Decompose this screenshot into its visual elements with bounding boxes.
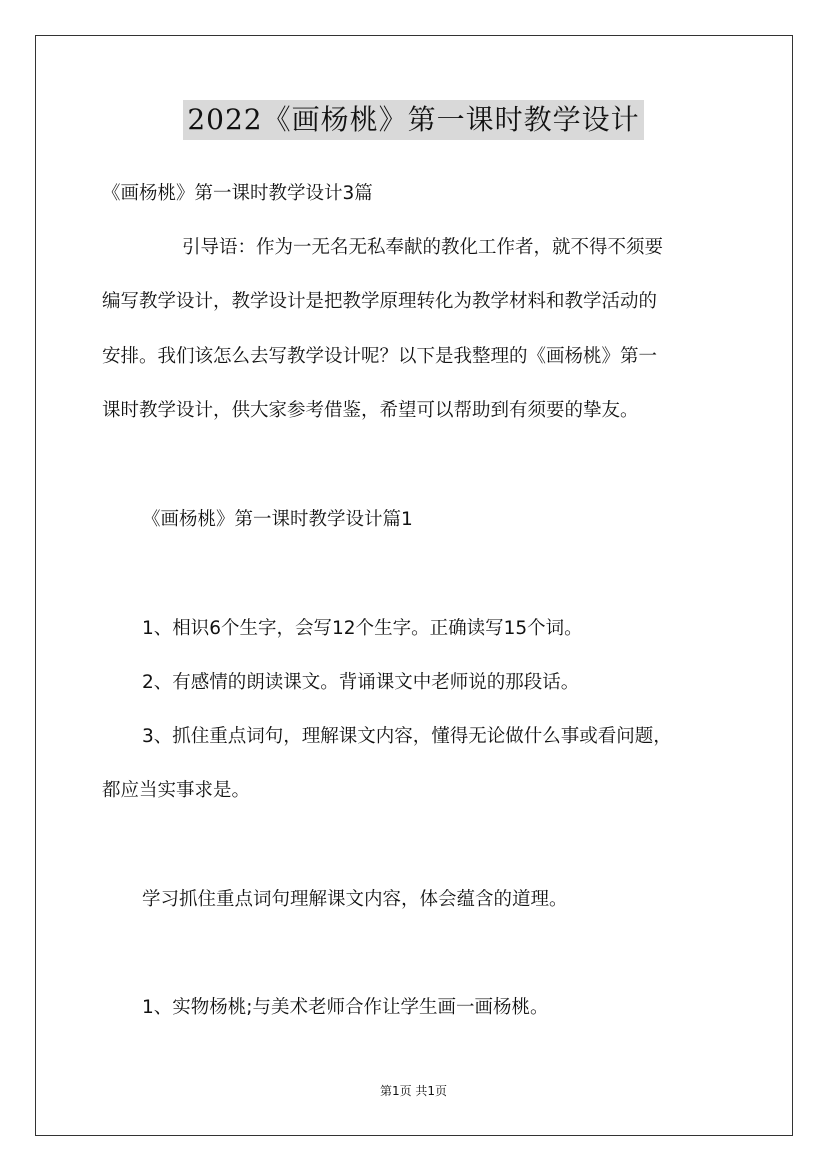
prep-item-1: 1、实物杨桃;与美术老师合作让学生画一画杨桃。: [142, 997, 549, 1018]
goal-item-3-line-1: 3、抓住重点词句，理解课文内容，懂得无论做什么事或看问题，: [142, 726, 672, 747]
intro-line-1: 引导语：作为一无名无私奉献的教化工作者，就不得不须要: [182, 237, 664, 258]
intro-line-3: 安排。我们该怎么去写教学设计呢？以下是我整理的《画杨桃》第一: [102, 346, 658, 367]
goal-item-2: 2、有感情的朗读课文。背诵课文中老师说的那段话。: [142, 672, 580, 693]
goal-item-3-line-2: 都应当实事求是。: [102, 780, 251, 801]
document-subtitle: 《画杨桃》第一课时教学设计3篇: [102, 183, 373, 204]
section-heading: 《画杨桃》第一课时教学设计篇1: [142, 509, 413, 530]
goal-item-1: 1、相识6个生字，会写12个生字。正确读写15个词。: [142, 618, 583, 639]
document-title-block: [0, 100, 827, 140]
page-footer: 第1页 共1页: [379, 1084, 448, 1098]
document-title: 2022《画杨桃》第一课时教学设计: [183, 100, 643, 140]
intro-line-2: 编写教学设计，教学设计是把教学原理转化为教学材料和教学活动的: [102, 291, 658, 312]
key-point: 学习抓住重点词句理解课文内容，体会蕴含的道理。: [142, 889, 568, 910]
intro-line-4: 课时教学设计，供大家参考借鉴，希望可以帮助到有须要的挚友。: [102, 400, 639, 421]
